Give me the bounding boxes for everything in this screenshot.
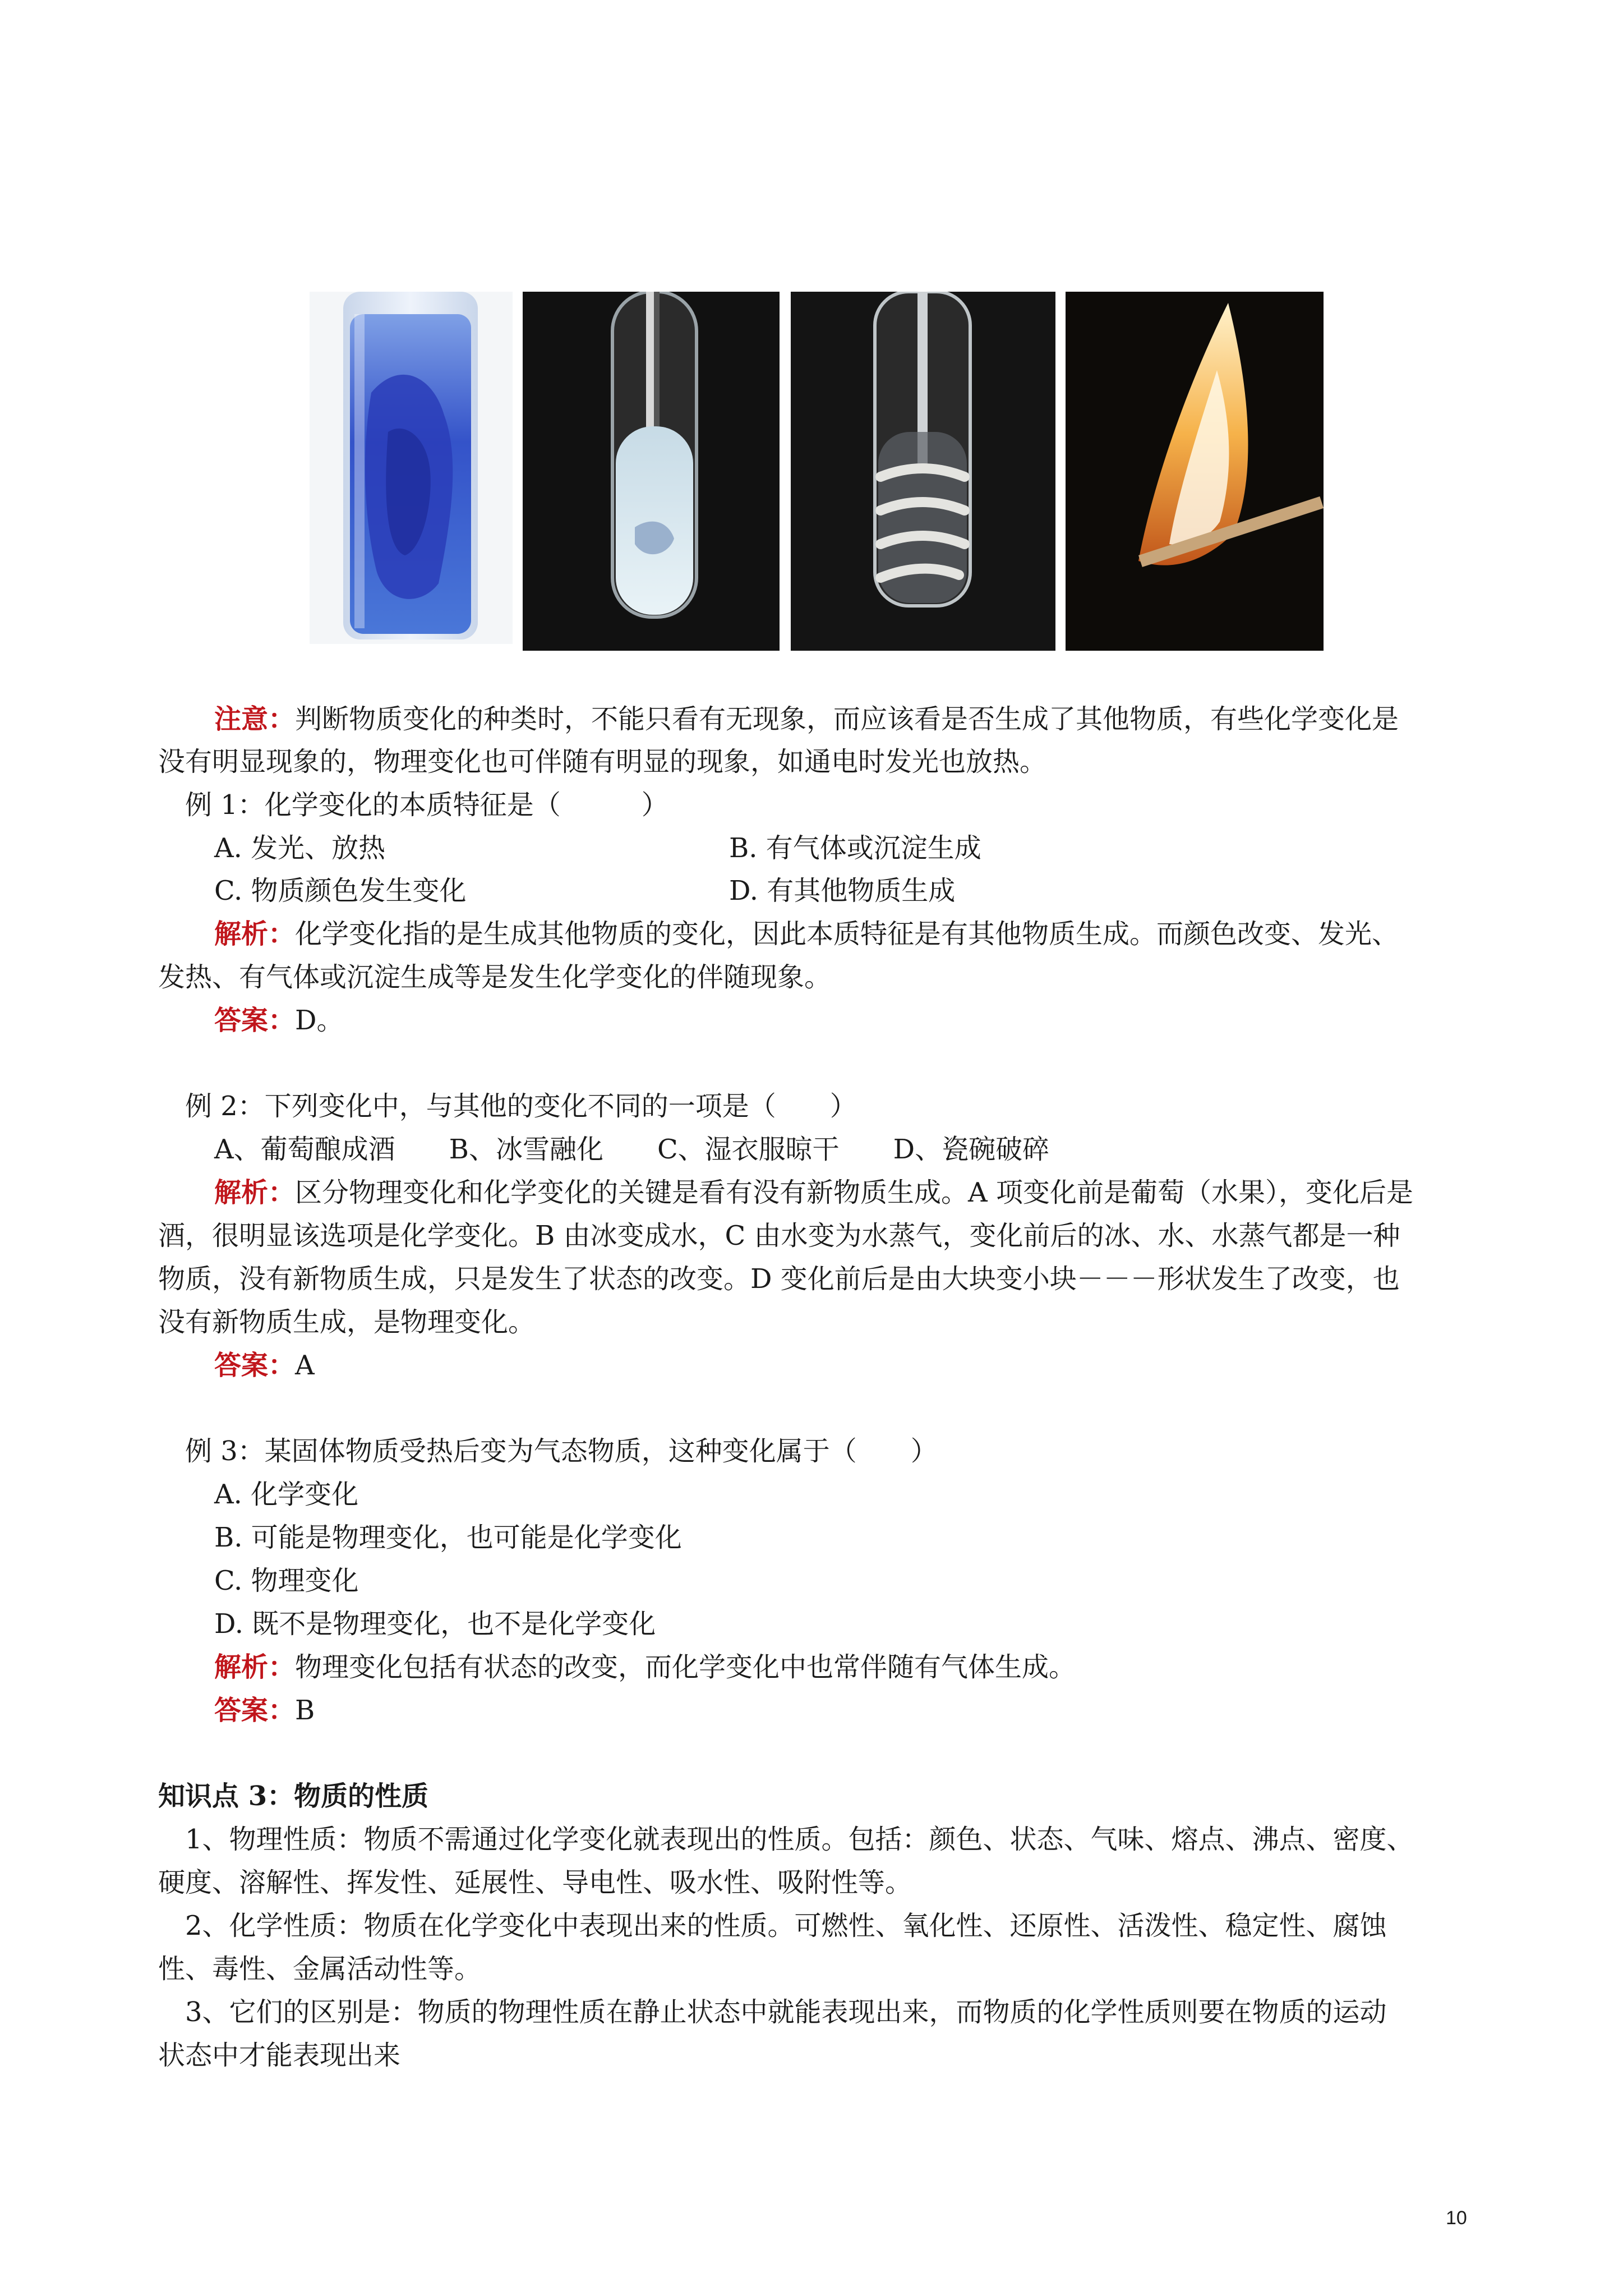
note-line-1 xyxy=(214,702,1399,737)
example1-question: 例 1：化学变化的本质特征是（ ） xyxy=(185,789,668,821)
example3-analysis-label: 解析： xyxy=(214,1651,296,1683)
example2-analysis-line-4: 没有新物质生成，是物理变化。 xyxy=(158,1306,536,1338)
example2-options: A、葡萄酿成酒 B、冰雪融化 C、湿衣服晾干 D、瓷碗破碎 xyxy=(214,1134,1050,1165)
knowledge3-p2-line-2: 性、毒性、金属活动性等。 xyxy=(158,1953,482,1985)
example3-answer-label: 答案： xyxy=(214,1695,296,1726)
example1-analysis-label: 解析： xyxy=(214,918,296,950)
knowledge3-p2-line-1: 2、化学性质：物质在化学变化中表现出来的性质。可燃性、氧化性、还原性、活泼性、稳定性、腐蚀 xyxy=(185,1910,1387,1941)
knowledge3-p3-line-1: 3、它们的区别是：物质的物理性质在静止状态中就能表现出来，而物质的化学性质则要在物质的运动 xyxy=(185,1996,1387,2028)
example2-question: 例 2：下列变化中，与其他的变化不同的一项是（ ） xyxy=(185,1091,857,1122)
example1-analysis-line-2: 发热、有气体或沉淀生成等是发生化学变化的伴随现象。 xyxy=(158,961,832,993)
example2-analysis-line-2: 酒，很明显该选项是化学变化。B 由冰变成水，C 由水变为水蒸气，变化前后的冰、水、水蒸气都是一种 xyxy=(158,1220,1400,1251)
example2-answer-label: 答案： xyxy=(214,1350,296,1381)
example2-analysis-label: 解析： xyxy=(214,1177,296,1208)
example2-answer: 答案：A xyxy=(214,1350,315,1381)
knowledge3-heading: 知识点 3：物质的性质 xyxy=(158,1780,429,1812)
note-line-2: 没有明显现象的，物理变化也可伴随有明显的现象，如通电时发光也放热。 xyxy=(158,746,1047,777)
note-label: 注意： xyxy=(214,703,296,735)
example3-option-a: A. 化学变化 xyxy=(214,1479,359,1510)
example1-option-d: D. 有其他物质生成 xyxy=(729,875,956,907)
page-number: 10 xyxy=(1446,2207,1467,2229)
example1-option-c: C. 物质颜色发生变化 xyxy=(214,875,467,907)
example1-answer-label: 答案： xyxy=(214,1005,296,1036)
photo-white-precipitate-tube xyxy=(523,292,780,651)
knowledge3-p3-line-2: 状态中才能表现出来 xyxy=(158,2040,401,2071)
example3-question: 例 3：某固体物质受热后变为气态物质，这种变化属于（ ） xyxy=(185,1435,938,1467)
example3-option-d: D. 既不是物理变化，也不是化学变化 xyxy=(214,1608,656,1640)
knowledge3-p1-line-2: 硬度、溶解性、挥发性、延展性、导电性、吸水性、吸附性等。 xyxy=(158,1867,912,1898)
example3-answer: 答案：B xyxy=(214,1695,315,1726)
photo-blue-dissolving-tube xyxy=(310,292,513,644)
example1-option-a: A. 发光、放热 xyxy=(214,832,386,864)
example2-analysis-line-1: 解析：区分物理变化和化学变化的关键是看有没有新物质生成。A 项变化前是葡萄（水果），变化后是 xyxy=(214,1177,1413,1208)
example3-option-b: B. 可能是物理变化，也可能是化学变化 xyxy=(214,1522,682,1553)
note-text-1: 判断物质变化的种类时，不能只看有无现象，而应该看是否生成了其他物质，有些化学变化是 xyxy=(295,703,1399,735)
photo-burning-match xyxy=(1066,292,1324,651)
example1-option-b: B. 有气体或沉淀生成 xyxy=(729,832,981,864)
example2-analysis-line-3: 物质，没有新物质生成，只是发生了状态的改变。D 变化前后是由大块变小块－－－形状发生了改变，也 xyxy=(158,1263,1400,1295)
knowledge3-p1-line-1: 1、物理性质：物质不需通过化学变化就表现出的性质。包括：颜色、状态、气味、熔点、沸点、密度、 xyxy=(185,1824,1414,1855)
example3-analysis: 解析：物理变化包括有状态的改变，而化学变化中也常伴随有气体生成。 xyxy=(214,1651,1076,1683)
example1-analysis-line-1: 解析：化学变化指的是生成其他物质的变化，因此本质特征是有其他物质生成。而颜色改变、发光、 xyxy=(214,918,1399,950)
example1-answer: 答案：D。 xyxy=(214,1005,344,1036)
example3-option-c: C. 物理变化 xyxy=(214,1565,359,1596)
photo-spiral-wire-tube xyxy=(791,292,1055,651)
